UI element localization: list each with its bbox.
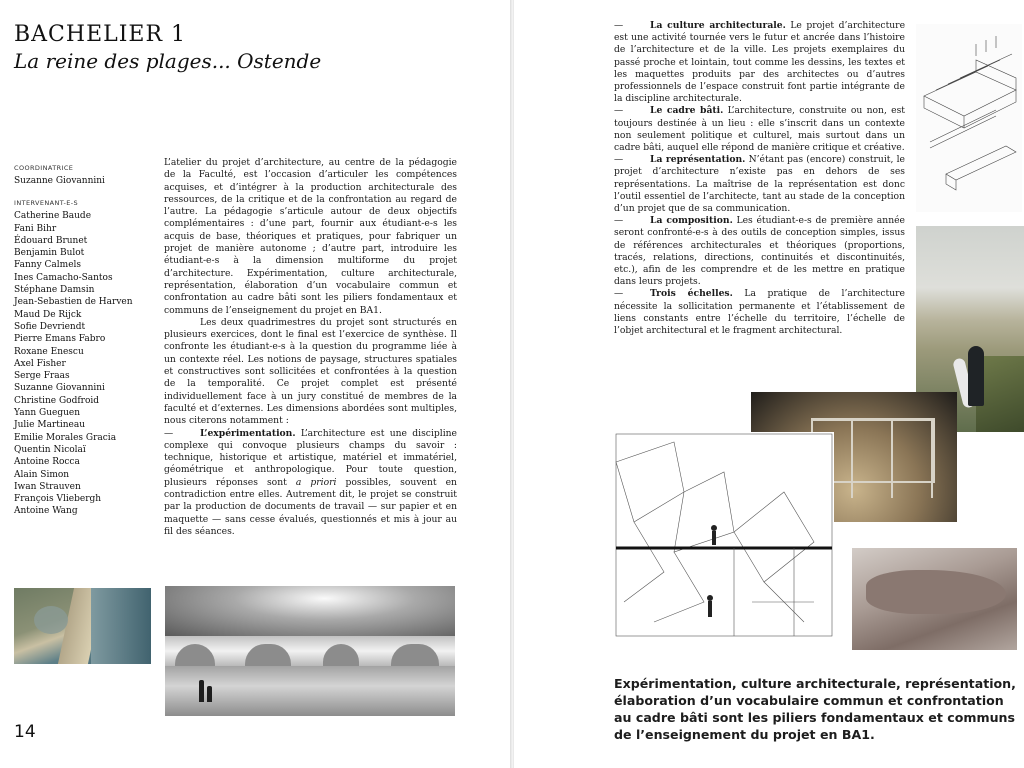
list-item-italic: a priori (295, 476, 337, 488)
right-page (514, 0, 1024, 768)
speaker-name: Fani Bihr (14, 223, 57, 234)
list-item-text: N’étant pas (encore) construit, le projet d’architecture n’existe pas en dehors de ses représentations. La maîtrise de la représentation est donc l’outil essentiel de l’architecte, tant au stade de la conception d’un projet que de sa communication. (614, 154, 905, 215)
page-number: 14 (14, 722, 36, 742)
speaker-name: Roxane Enescu (14, 346, 84, 357)
list-item-text: Le projet d’architecture est une activité tournée vers le futur et ancrée dans l’histoire de l’architecture et de la ville. Les projets exemplaires du passé proche et lointain, tout comme les dessins, les textes et les maquettes produits par des architectes ou d’autres professionnels de l’espace construit font partie intégrante de la discipline architecturale. (614, 20, 906, 105)
section-lines (614, 432, 834, 638)
structure-paragraph: Les deux quadrimestres du projet sont structurés en plusieurs exercices, dont le final est l’exercice de synthèse. Il confronte les étudiant-e-s à la question du programme liée à un contexte réel. Les notions de paysage, structures spatiales et constructives sont sollicitées et confrontées à la question de la temporalité. Ce projet complet est présenté individuellement face à un jury constitué de membres de la faculté et d’externes. Les dimensions abordées sont multiples, nous citerons notamment : (164, 316, 457, 427)
list-item-term: La composition. (650, 215, 733, 227)
coordinator-name: Suzanne Giovannini (14, 176, 105, 186)
speaker-name: Julie Martineau (14, 420, 86, 431)
list-item (614, 20, 905, 105)
list-item (614, 105, 905, 154)
intro-text-column (164, 157, 457, 538)
speaker-name: Antoine Rocca (14, 457, 80, 468)
list-item-text: Les étudiant-e-s de première année seront confronté-e-s à des outils de conception simples, issus de références architecturales et théoriques (proportions, tracés, relations, directions, continuités et discontinuités, etc.), afin de les comprendre et de les mettre en pratique dans leurs projets. (614, 215, 905, 288)
list-item-experimentation (164, 428, 457, 539)
speakers-list (14, 210, 154, 517)
speaker-name: Maud De Rijck (14, 309, 82, 320)
list-item-term: La représentation. (650, 154, 746, 166)
aerial-coast-photo (14, 588, 151, 664)
speaker-name: Ines Camacho-Santos (14, 272, 113, 283)
pull-quote: Expérimentation, culture architecturale, représentation, élaboration d’un vocabulaire commun et confrontation au cadre bâti sont les piliers fondamentaux et communs de l’enseignement du projet en BA1. (614, 676, 1016, 742)
speaker-name: Quentin Nicolaï (14, 444, 86, 455)
em-dash: — (614, 215, 624, 227)
speaker-name: Yann Gueguen (14, 408, 81, 419)
em-dash: — (614, 20, 624, 31)
coordinator-label: COORDINATRICE (14, 164, 74, 172)
speaker-name: Christine Godfroid (14, 395, 100, 406)
axonometric-lines (916, 24, 1022, 212)
page-subtitle: La reine des plages... Ostende (14, 49, 322, 73)
section-drawing (614, 432, 834, 638)
speakers-label: INTERVENANT-E-S (14, 199, 79, 208)
speaker-name: Fanny Calmels (14, 260, 82, 271)
list-item (614, 288, 905, 337)
terrain-relief-model-photo (852, 548, 1017, 650)
speaker-name: Pierre Emans Fabro (14, 334, 106, 345)
dimensions-text-column (614, 20, 905, 337)
em-dash: — (614, 105, 624, 117)
list-item (614, 154, 905, 215)
list-item (614, 215, 905, 288)
speaker-name: Serge Fraas (14, 371, 70, 382)
list-item-text: L’architecture, construite ou non, est toujours destinée à un lieu : elle s’inscrit dans un contexte non seulement politique et culturel, mais surtout dans un cadre bâti, auquel elle répond de manière critique et créative. (614, 105, 905, 154)
speaker-name: Benjamin Bulot (14, 248, 85, 259)
speaker-name: Iwan Strauven (14, 481, 81, 492)
list-item-term: Le cadre bâti. (650, 105, 724, 117)
dunes-bw-photo (165, 586, 455, 716)
speaker-name: Suzanne Giovannini (14, 383, 105, 394)
list-item-term: L’expérimentation. (200, 427, 296, 439)
speaker-name: Catherine Baude (14, 211, 92, 222)
speaker-name: François Vliebergh (14, 494, 102, 505)
em-dash: — (614, 288, 624, 300)
list-item-term: La culture architecturale. (650, 20, 786, 31)
em-dash: — (164, 427, 174, 439)
list-item-text: La pratique de l’architecture nécessite la sollicitation permanente et l’établissement de liens constants entre l’échelle du territoire, l’échelle de l’objet architectural et le fragment architectural. (614, 288, 905, 337)
em-dash: — (614, 154, 624, 166)
list-item-text: L’architecture est une discipline complexe qui convoque plusieurs champs du savoir : technique, historique et artistique, matériel et immatériel, géométrique et anthropologique. Pour toute question, plusieurs réponses sont (164, 427, 457, 488)
speaker-name: Axel Fisher (14, 358, 66, 369)
axonometric-drawing (916, 24, 1022, 212)
speaker-name: Sofie Devriendt (14, 321, 86, 332)
speaker-name: Alain Simon (14, 469, 70, 480)
list-item-term: Trois échelles. (650, 288, 733, 300)
speaker-name: Stéphane Damsin (14, 285, 95, 296)
speaker-name: Jean-Sebastien de Harven (14, 297, 133, 308)
credits-sidebar (14, 164, 154, 518)
speaker-name: Emilie Morales Gracia (14, 432, 117, 443)
speaker-name: Édouard Brunet (14, 235, 88, 246)
list-item-text: possibles, souvent en contradiction entre elles. Autrement dit, le projet se construit par la production de documents de travail — sur papier et en maquette — sans cesse évalués, questionnés et mis à jour au fil des séances. (164, 476, 457, 537)
page-title: BACHELIER 1 (14, 22, 187, 47)
intro-paragraph: L’atelier du projet d’architecture, au centre de la pédagogie de la Faculté, est l’occasion d’articuler les compétences acquises, et d’intégrer à la production architecturale des ressources, de la critique et de la confrontation au regard de l’autre. La pédagogie s’articule autour de deux objectifs complémentaires : d’une part, fournir aux étudiant-e-s les acquis de base, théoriques et pratiques, pour fabriquer un projet de manière autonome ; d’autre part, introduire les étudiant-e-s à la dimension multiforme du projet d’architecture. Expérimentation, culture architecturale, représentation, élaboration d’un vocabulaire commun et confrontation au cadre bâti sont les piliers fondamentaux et communs de l’enseignement du projet en BA1. (164, 157, 457, 316)
speaker-name: Antoine Wang (14, 506, 78, 517)
